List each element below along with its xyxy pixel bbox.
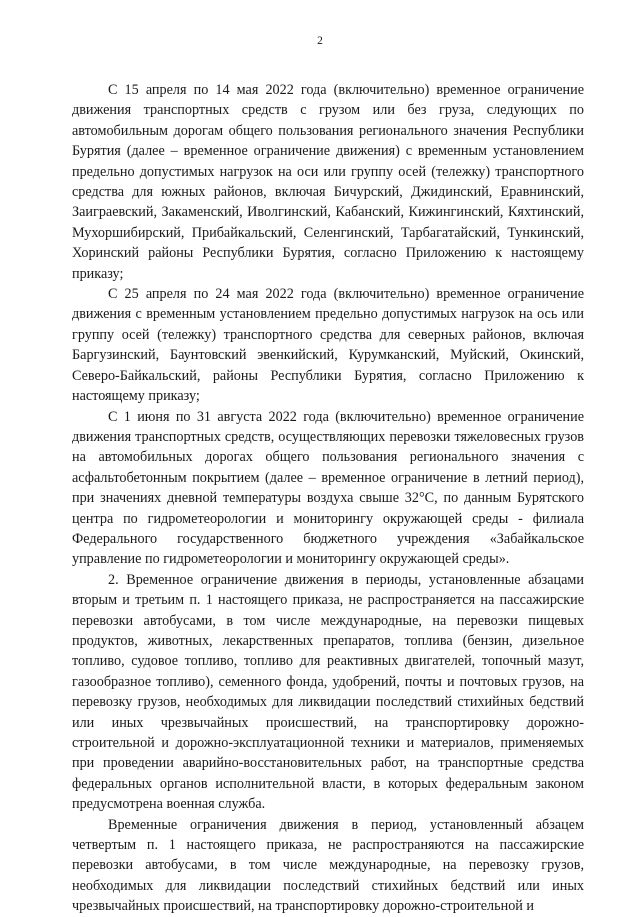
page-number: 2 [317, 35, 323, 47]
paragraph-exemptions-spring: 2. Временное ограничение движения в периоды, установленные абзацами вторым и третьим п. 1 настоящего приказа, не распространяется на пассажирские перевозки автобусами, в том числе международные, на перевозки пищевых продуктов, животных, лекарственных препаратов, топлива (бензин, дизельное топливо, судовое топливо, топливо для реактивных двигателей, топочный мазут, газообразное топливо), семенного фонда, удобрений, почты и почтовых грузов, на перевозку грузов, необходимых для ликвидации последствий стихийных бедствий или иных чрезвычайных происшествий, на транспортировку дорожно-строительной и дорожно-эксплуатационной техники и материалов, применяемых при проведении аварийно-восстановительных работ, на транспортные средства федеральных органов исполнительной власти, в которых федеральным законом предусмотрена военная служба. [72, 571, 584, 813]
document-body [72, 80, 584, 917]
paragraph-exemptions-summer: Временные ограничения движения в период, установленный абзацем четвертым п. 1 настоящего приказа, не распространяются на пассажирские перевозки автобусами, в том числе международные, на перевозку грузов, необходимых для ликвидации последствий стихийных бедствий или иных чрезвычайных происшествий, на транспортировку дорожно-строительной и [72, 816, 584, 915]
paragraph-summer-period: С 1 июня по 31 августа 2022 года (включительно) временное ограничение движения транспортных средств, осуществляющих перевозки тяжеловесных грузов на автомобильных дорогах общего пользования регионального значения с асфальтобетонным покрытием (далее – временное ограничение в летний период), при значениях дневной температуры воздуха свыше 32°С, по данным Бурятского центра по гидрометеорологии и мониторингу окружающей среды - филиала Федерального государственного бюджетного учреждения «Забайкальское управление по гидрометеорологии и мониторингу окружающей среды». [72, 408, 584, 568]
paragraph-north-districts: С 25 апреля по 24 мая 2022 года (включительно) временное ограничение движения с временным установлением предельно допустимых нагрузок на ось или группу осей (тележку) транспортного средства для северных районов, включая Баргузинский, Баунтовский эвенкийский, Курумканский, Муйский, Окинский, Северо-Байкальский, районы Республики Бурятия, согласно Приложению к настоящему приказу; [72, 286, 584, 405]
paragraph-south-districts: С 15 апреля по 14 мая 2022 года (включительно) временное ограничение движения транспортных средств с грузом или без груза, следующих по автомобильным дорогам общего пользования регионального значения Республики Бурятия (далее – временное ограничение движения) с временным установлением предельно допустимых нагрузок на оси или группу осей (тележку) транспортного средства для южных районов, включая Бичурский, Джидинский, Еравнинский, Заиграевский, Закаменский, Иволгинский, Кабанский, Кижингинский, Кяхтинский, Мухоршибирский, Прибайкальский, Селенгинский, Тарбагатайский, Тункинский, Хоринский районы Республики Бурятия, согласно Приложению к настоящему приказу; [72, 82, 584, 282]
